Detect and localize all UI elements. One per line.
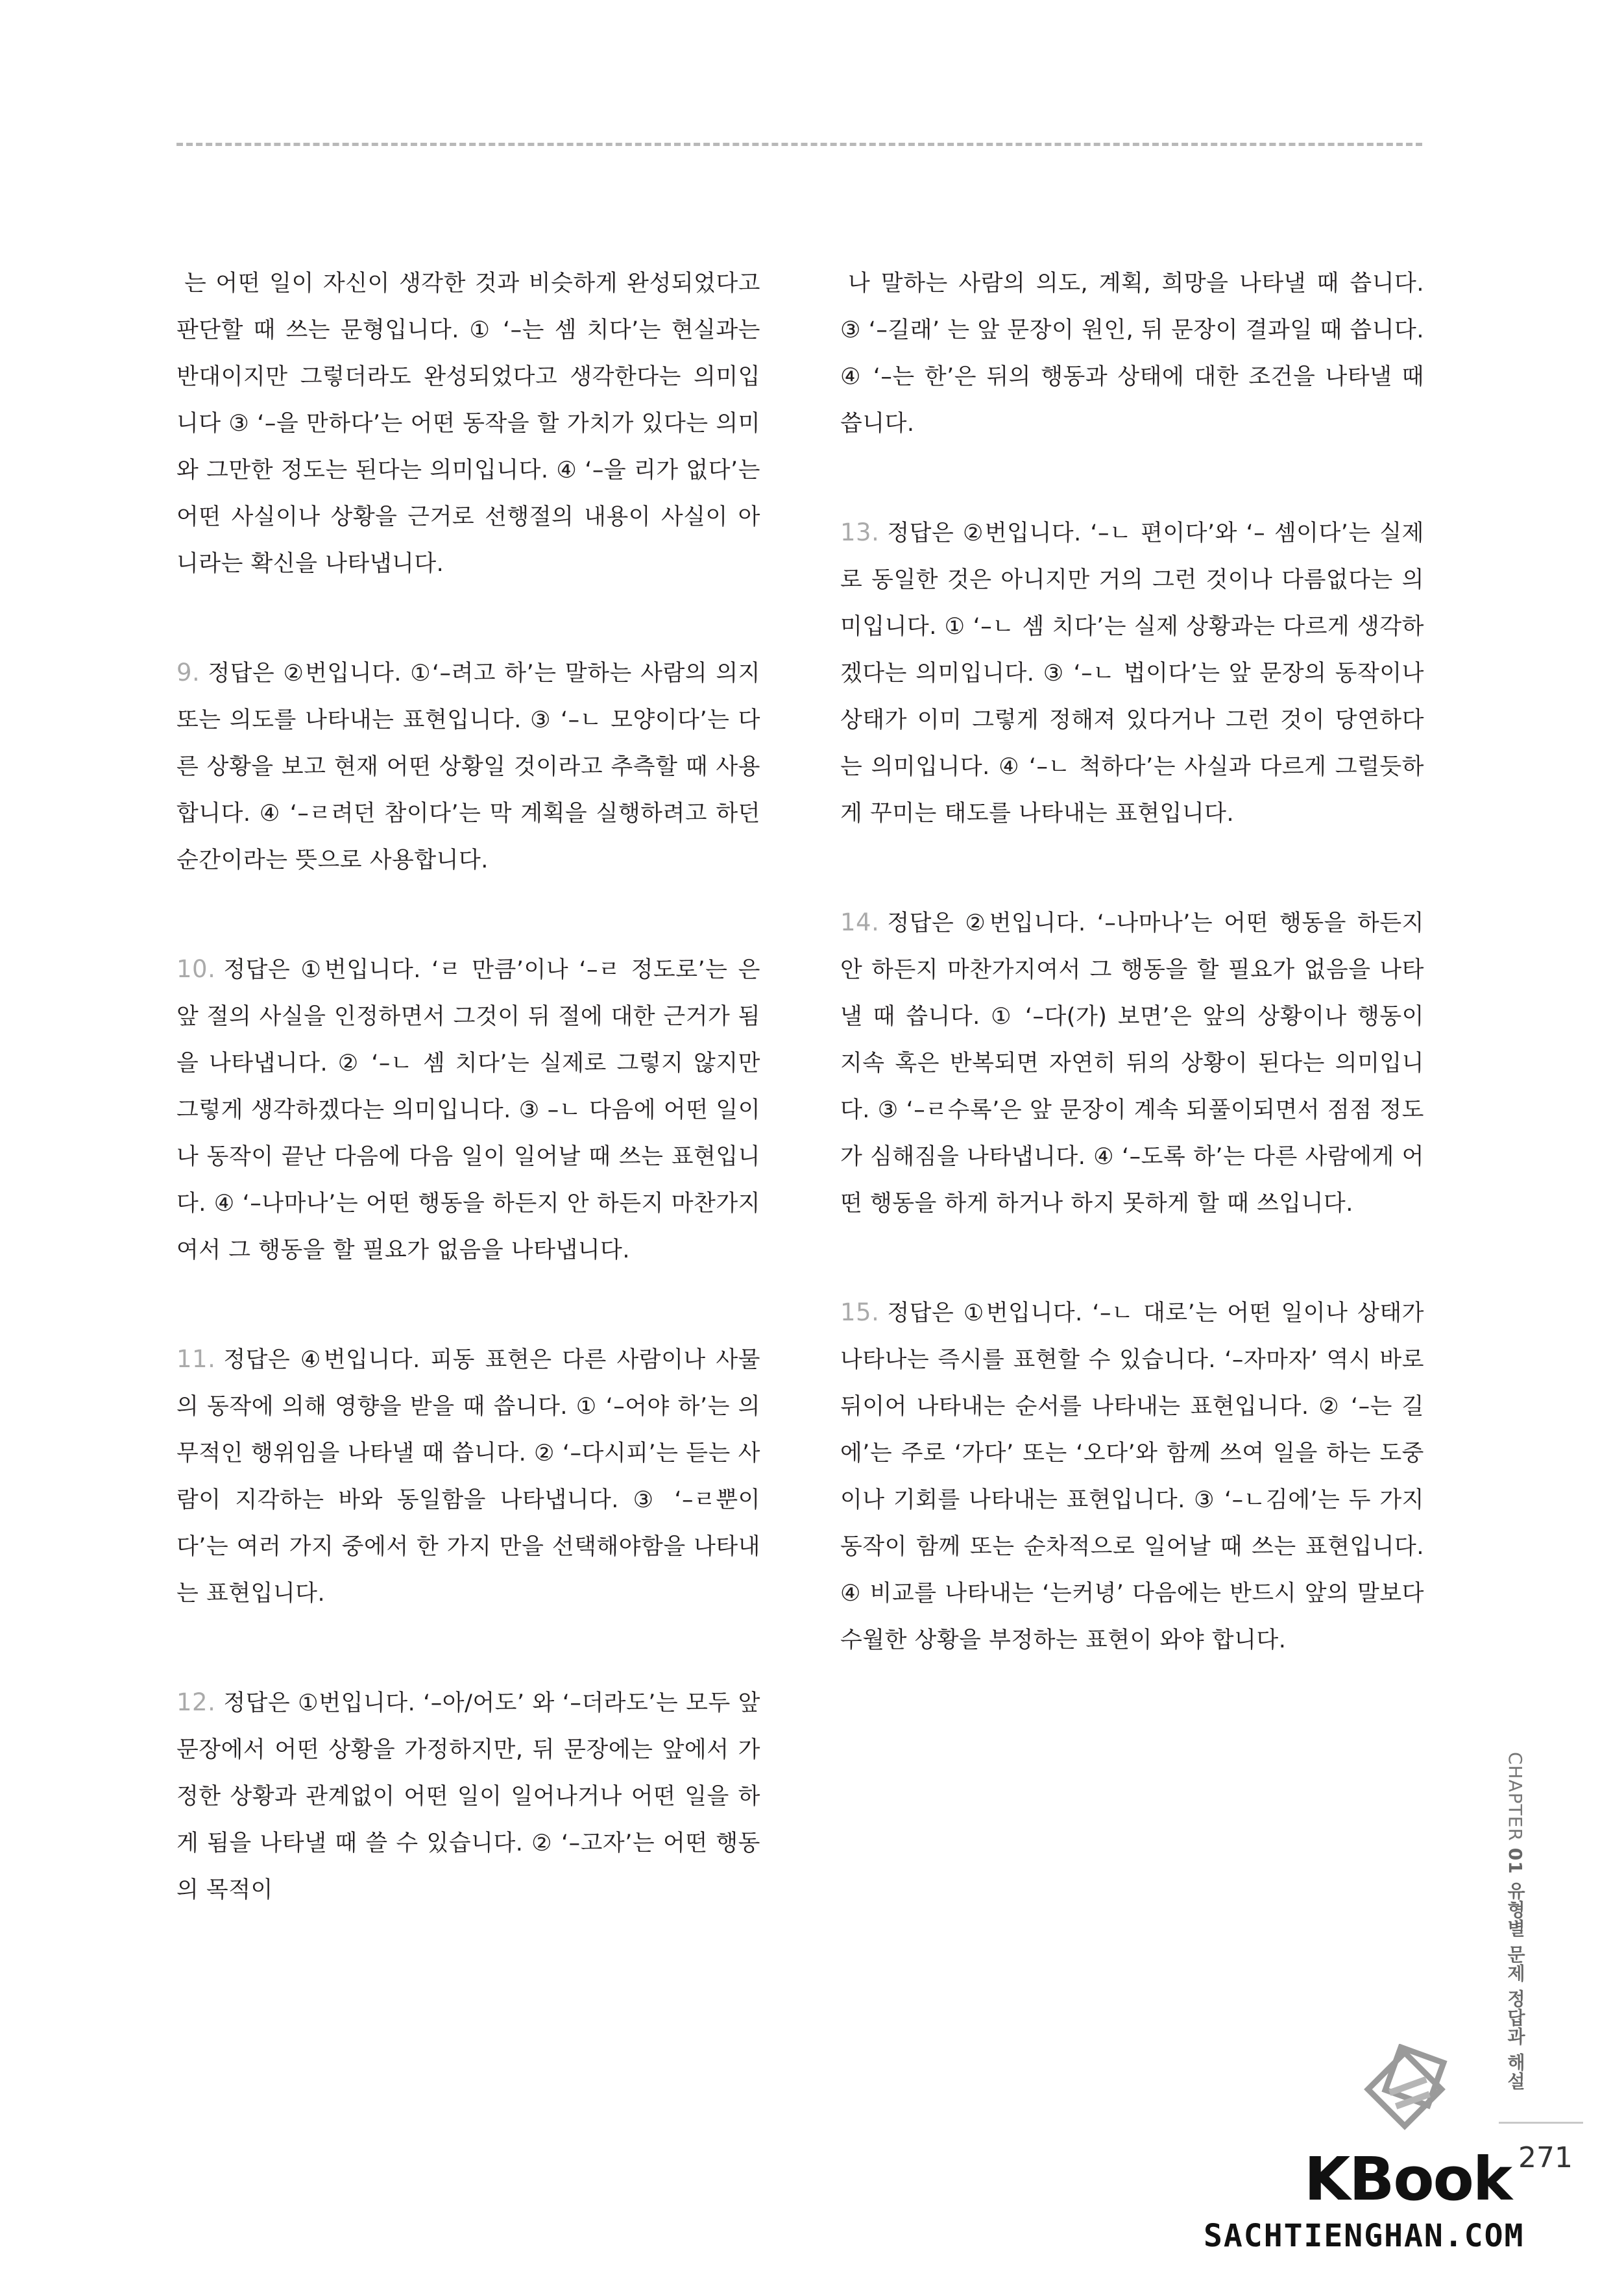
chapter-number: 01 [1505,1847,1526,1875]
answer-paragraph [176,260,760,587]
answer-paragraph [840,899,1424,1227]
answer-number: 14. [840,908,880,936]
page-number: 271 [1518,2141,1573,2174]
answer-number: 11. [176,1345,216,1373]
answer-paragraph [176,946,760,1274]
answer-text: 정답은 ②번입니다. ‘–ㄴ 편이다’와 ‘– 셈이다’는 실제로 동일한 것은 아니지만 거의 그런 것이나 다름없다는 의미입니다. ① ‘–ㄴ 셈 치다’는 실제 상황과는 다르게 생각하겠다는 의미입니다. ③ ‘–ㄴ 법이다’는 앞 문장의 동작이나 상태가 이미 그렇게 정해져 있다거나 그런 것이 당연하다는 의미입니다. ④ ‘–ㄴ 척하다’는 사실과 다르게 그럴듯하게 꾸미는 태도를 나타내는 표현입니다. [840,520,1424,827]
page-number-rule [1499,2122,1583,2124]
answer-number: 9. [176,659,200,686]
answer-paragraph [840,509,1424,837]
answer-paragraph [840,260,1424,447]
watermark-site: SACHTIENGHAN.COM [1204,2218,1525,2254]
answer-text: 정답은 ②번입니다. ‘–나마나’는 어떤 행동을 하든지 안 하든지 마찬가지여서 그 행동을 할 필요가 없음을 나타낼 때 씁니다. ① ‘–다(가) 보면’은 앞의 상황이나 행동이 지속 혹은 반복되면 자연히 뒤의 상황이 된다는 의미입니다. ③ ‘–ㄹ수록’은 앞 문장이 계속 되풀이되면서 점점 정도가 심해짐을 나타냅니다. ④ ‘–도록 하’는 다른 사람에게 어떤 행동을 하게 하거나 하지 못하게 할 때 쓰입니다. [840,910,1424,1217]
answer-paragraph [176,650,760,884]
answer-text: 나 말하는 사람의 의도, 계획, 희망을 나타낼 때 씁니다. ③ ‘–길래’ 는 앞 문장이 원인, 뒤 문장이 결과일 때 씁니다. ④ ‘–는 한’은 뒤의 행동과 상태에 대한 조건을 나타낼 때 씁니다. [840,271,1424,437]
answer-number: 12. [176,1688,216,1716]
kbook-logo-icon [1343,2044,1473,2154]
answer-paragraph [176,1679,760,1913]
watermark-logo: KBook [1304,2144,1512,2214]
right-column [840,260,1424,1726]
left-column [176,260,760,1976]
answer-number: 13. [840,518,880,546]
answer-paragraph [176,1336,760,1617]
answer-paragraph [840,1289,1424,1664]
chapter-side-tab [1502,1752,1528,2091]
header-dashed-rule [176,143,1422,146]
chapter-title: 유형별 문제 정답과 해설 [1505,1874,1526,2091]
answer-text: 정답은 ②번입니다. ①‘–려고 하’는 말하는 사람의 의지 또는 의도를 나타내는 표현입니다. ③ ‘–ㄴ 모양이다’는 다른 상황을 보고 현재 어떤 상황일 것이라고 추측할 때 사용합니다. ④ ‘–ㄹ려던 참이다’는 막 계획을 실행하려고 하던 순간이라는 뜻으로 사용합니다. [176,661,760,873]
answer-text: 정답은 ①번입니다. ‘–ㄴ 대로’는 어떤 일이나 상태가 나타나는 즉시를 표현할 수 있습니다. ‘–자마자’ 역시 바로 뒤이어 나타내는 순서를 나타내는 표현입니다. ② ‘–는 길에’는 주로 ‘가다’ 또는 ‘오다’와 함께 쓰여 일을 하는 도중이나 기회를 나타내는 표현입니다. ③ ‘–ㄴ김에’는 두 가지 동작이 함께 또는 순차적으로 일어날 때 쓰는 표현입니다. ④ 비교를 나타내는 ‘는커녕’ 다음에는 반드시 앞의 말보다 수월한 상황을 부정하는 표현이 와야 합니다. [840,1300,1424,1653]
chapter-prefix: CHAPTER [1505,1752,1526,1848]
answer-number: 15. [840,1298,880,1326]
answer-text: 는 어떤 일이 자신이 생각한 것과 비슷하게 완성되었다고 판단할 때 쓰는 문형입니다. ① ‘–는 셈 치다’는 현실과는 반대이지만 그렇더라도 완성되었다고 생각한다는 의미입니다 ③ ‘–을 만하다’는 어떤 동작을 할 가치가 있다는 의미와 그만한 정도는 된다는 의미입니다. ④ ‘–을 리가 없다’는 어떤 사실이나 상황을 근거로 선행절의 내용이 사실이 아니라는 확신을 나타냅니다. [176,271,760,577]
answer-text: 정답은 ④번입니다. 피동 표현은 다른 사람이나 사물의 동작에 의해 영향을 받을 때 씁니다. ① ‘–어야 하’는 의무적인 행위임을 나타낼 때 씁니다. ② ‘–다시피’는 듣는 사람이 지각하는 바와 동일함을 나타냅니다. ③ ‘–ㄹ뿐이다’는 여러 가지 중에서 한 가지 만을 선택해야함을 나타내는 표현입니다. [176,1347,760,1607]
answer-text: 정답은 ①번입니다. ‘–아/어도’ 와 ‘–더라도’는 모두 앞 문장에서 어떤 상황을 가정하지만, 뒤 문장에는 앞에서 가정한 상황과 관계없이 어떤 일이 일어나거나 어떤 일을 하게 됨을 나타낼 때 쓸 수 있습니다. ② ‘–고자’는 어떤 행동의 목적이 [176,1690,760,1903]
answer-number: 10. [176,955,216,983]
answer-text: 정답은 ①번입니다. ‘ㄹ 만큼’이나 ‘–ㄹ 정도로’는 은 앞 절의 사실을 인정하면서 그것이 뒤 절에 대한 근거가 됨을 나타냅니다. ② ‘–ㄴ 셈 치다’는 실제로 그렇지 않지만 그렇게 생각하겠다는 의미입니다. ③ –ㄴ 다음에 어떤 일이나 동작이 끝난 다음에 다음 일이 일어날 때 쓰는 표현입니다. ④ ‘–나마나’는 어떤 행동을 하든지 안 하든지 마찬가지여서 그 행동을 할 필요가 없음을 나타냅니다. [176,957,760,1263]
